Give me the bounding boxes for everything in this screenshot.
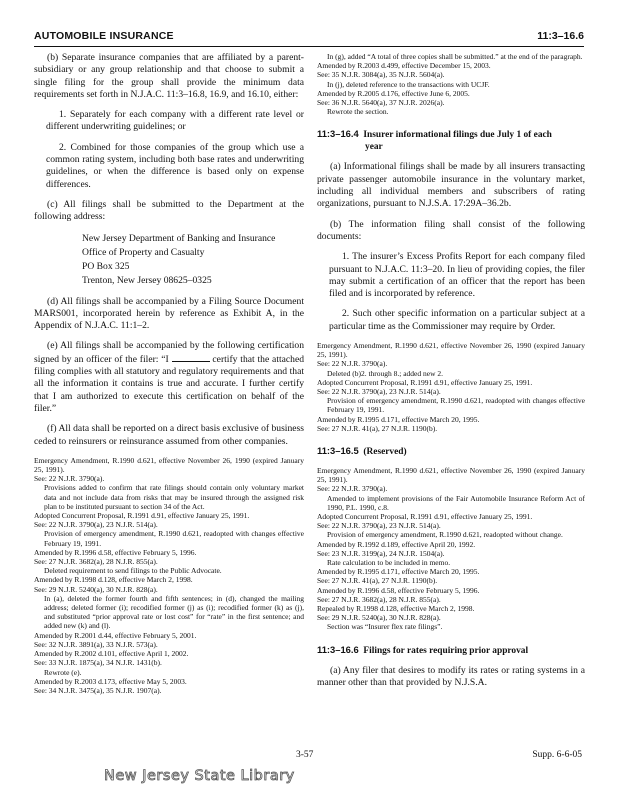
history-note: See: 35 N.J.R. 3084(a), 35 N.J.R. 5604(a). [317, 70, 445, 80]
history-note: Amended by R.2001 d.44, effective February 5, 2001. [34, 630, 197, 640]
para-16-4-b1: 1. The insurer’s Excess Profits Report for each company filed pursuant to N.J.A.C. 11:3–20. In lieu of providing copies, the filer may submit a certification of an officer that the report has been filed and is incorporated by reference. [329, 251, 585, 300]
address-line: PO Box 325 [82, 260, 130, 272]
history-note: Provisions added to confirm that rate filings should contain only voluntary market data and not include data from risks that may be insured through the assigned risk plan to be instituted pursuant to section 34 of the Act. [44, 483, 304, 511]
history-note: See: 22 N.J.R. 3790(a), 23 N.J.R. 514(a). [34, 520, 158, 530]
left-column [34, 52, 304, 695]
history-note: Emergency Amendment, R.1990 d.621, effective November 26, 1990 (expired January 25, 1991). [317, 466, 585, 485]
history-notes [34, 456, 304, 695]
history-note: See: 29 N.J.R. 5240(a), 30 N.J.R. 828(a). [317, 613, 441, 623]
history-note: Amended by R.1998 d.128, effective March 2, 1998. [34, 575, 193, 585]
section-number: 11:3–16.6 [317, 643, 359, 655]
history-note: See: 34 N.J.R. 3475(a), 35 N.J.R. 1907(a). [34, 685, 162, 695]
para-e [34, 340, 304, 415]
history-note: Amended by R.1996 d.58, effective February 5, 1996. [317, 585, 480, 595]
history-note: Adopted Concurrent Proposal, R.1991 d.91, effective January 25, 1991. [34, 511, 250, 521]
history-note: See: 27 N.J.R. 41(a), 27 N.J.R. 1190(b). [317, 423, 438, 433]
history-note: See: 22 N.J.R. 3790(a), 23 N.J.R. 514(a). [317, 521, 441, 531]
history-note: In (j), deleted reference to the transactions with UCJF. [327, 79, 490, 89]
section-title: Filings for rates requiring prior approval [363, 645, 529, 656]
para-16-4-a: (a) Informational filings shall be made by all insurers transacting private passenger automobile insurance in the voluntary market, including all individual members and subscribers of rating organizations, pursuant to N.J.S.A. 17:29A–36.2b. [317, 161, 585, 210]
para-16-6-a: (a) Any filer that desires to modify its rates or rating systems in a manner other than that provided by N.J.S.A. [317, 664, 585, 688]
para-e-start: (e) All filings shall be accompanied by the following certification signed by an officer of the filer: “I [34, 340, 304, 365]
address-line: Office of Property and Casualty [82, 246, 205, 258]
section-heading-16-5 [317, 445, 585, 458]
history-note: Adopted Concurrent Proposal, R.1991 d.91, effective January 25, 1991. [317, 512, 533, 522]
history-note: See: 27 N.J.R. 3682(a), 28 N.J.R. 855(a). [317, 594, 441, 604]
history-note: See: 36 N.J.R. 5640(a), 37 N.J.R. 2026(a). [317, 98, 445, 108]
para-f: (f) All data shall be reported on a direct basis exclusive of business ceded to reinsurers or reinsurance assumed from other companies. [34, 423, 304, 447]
history-note: Amended to implement provisions of the Fair Automobile Insurance Reform Act of 1990, P.L. 1990, c.8. [327, 493, 585, 512]
section-number: 11:3–16.5 [317, 445, 359, 457]
history-note: Repealed by R.1998 d.128, effective March 2, 1998. [317, 604, 475, 614]
history-note: Amended by R.1995 d.171, effective March 20, 1995. [317, 567, 480, 577]
history-note: Amended by R.2002 d.101, effective April 1, 2002. [34, 649, 189, 659]
para-d: (d) All filings shall be accompanied by a Filing Source Document MARS001, incorporated herein by reference as Exhibit A, in the Appendix of N.J.A.C. 11:1–2. [34, 295, 304, 332]
signature-blank [172, 353, 210, 362]
para-b: (b) Separate insurance companies that are affiliated by a parent-subsidiary or any group relationship and that choose to submit a single filing for the group shall provide the minimum data requirements set forth in N.J.A.C. 11:3–16.8, 16.9, and 16.10, either: [34, 52, 304, 100]
history-note: See: 29 N.J.R. 5240(a), 30 N.J.R. 828(a). [34, 584, 158, 594]
history-note: See: 22 N.J.R. 3790(a). [317, 359, 388, 369]
header-title: AUTOMOBILE INSURANCE [34, 30, 174, 42]
right-column [317, 52, 585, 697]
history-notes [317, 341, 585, 433]
para-16-4-b2: 2. Such other specific information on a particular subject at a particular time as the Commissioner may require by Order. [329, 308, 585, 332]
history-notes [317, 466, 585, 632]
history-note: See: 22 N.J.R. 3790(a). [317, 484, 388, 494]
para-b1: 1. Separately for each company with a different rate level or different underwriting guidelines; or [46, 109, 304, 133]
supplement-date: Supp. 6-6-05 [532, 750, 582, 760]
para-b2: 2. Combined for those companies of the group which use a common rating system, including both base rates and underwriting guidelines, or when the difference is based only on expense differences. [46, 141, 304, 190]
history-note: Rewrote (e). [44, 667, 82, 677]
section-title-cont: year [365, 142, 383, 153]
history-note: Rewrote the section. [327, 107, 389, 117]
history-note: Adopted Concurrent Proposal, R.1991 d.91, effective January 25, 1991. [317, 377, 533, 387]
history-note: See: 22 N.J.R. 3790(a). [34, 474, 105, 484]
section-title: Insurer informational filings due July 1 of each [363, 130, 552, 141]
para-c: (c) All filings shall be submitted to the Department at the following address: [34, 198, 304, 223]
section-title: (Reserved) [363, 447, 407, 458]
history-note: See: 23 N.J.R. 3199(a), 24 N.J.R. 1504(a). [317, 548, 445, 558]
history-note: See: 27 N.J.R. 41(a), 27 N.J.R. 1190(b). [317, 576, 438, 586]
history-note: Provision of emergency amendment, R.1990 d.621, readopted without change. [327, 530, 563, 540]
header-section-range: 11:3–16.6 [537, 30, 584, 42]
history-note: Amended by R.1995 d.171, effective March 20, 1995. [317, 414, 480, 424]
para-16-4-b: (b) The information filing shall consist of the following documents: [317, 218, 585, 242]
history-note: Deleted (b)2. through 8.; added new 2. [327, 368, 444, 378]
history-notes [317, 52, 585, 116]
history-note: Amended by R.2003 d.499, effective December 15, 2003. [317, 61, 491, 71]
section-number: 11:3–16.4 [317, 128, 359, 140]
address-line: New Jersey Department of Banking and Insurance [82, 232, 276, 244]
history-note: In (a), deleted the former fourth and fifth sentences; in (d), changed the mailing address; deleted former (i); recodified former (j) as (i); recodified former (k) as (j), and substituted “prior approval rate or lost cost” for “rate” in the first sentence; and added new (k) and (l). [44, 593, 304, 631]
history-note: Amended by R.2003 d.173, effective May 5, 2003. [34, 676, 187, 686]
mailing-address [82, 232, 304, 288]
history-note: See: 33 N.J.R. 1875(a), 34 N.J.R. 1431(b). [34, 658, 162, 668]
history-note: Amended by R.1996 d.58, effective February 5, 1996. [34, 547, 197, 557]
history-note: Provision of emergency amendment, R.1990 d.621, readopted with changes effective February 19, 1991. [44, 529, 304, 548]
history-note: In (g), added “A total of three copies shall be submitted.” at the end of the paragraph. [327, 52, 583, 61]
history-note: See: 32 N.J.R. 3891(a), 33 N.J.R. 573(a). [34, 639, 158, 649]
para-e-end: certify that the attached filing complies with all statutory and regulatory requirements and that all the information it contains is true and accurate. I further certify that I am authorized to execute this certification on behalf of the filer.” [34, 353, 305, 414]
library-stamp: New Jersey State Library [104, 768, 295, 784]
history-note: Emergency Amendment, R.1990 d.621, effective November 26, 1990 (expired January 25, 1991). [34, 455, 304, 475]
history-note: Amended by R.2005 d.176, effective June 6, 2005. [317, 88, 470, 98]
history-note: Provision of emergency amendment, R.1990 d.621, readopted with changes effective February 19, 1991. [327, 396, 585, 415]
section-heading-16-4 [317, 128, 585, 153]
running-header [34, 30, 584, 47]
history-note: Emergency Amendment, R.1990 d.621, effective November 26, 1990 (expired January 25, 1991). [317, 340, 585, 360]
history-note: Amended by R.1992 d.189, effective April 20, 1992. [317, 539, 476, 549]
history-note: See: 22 N.J.R. 3790(a), 23 N.J.R. 514(a). [317, 387, 441, 396]
history-note: Section was “Insurer flex rate filings”. [327, 622, 443, 632]
history-note: See: 27 N.J.R. 3682(a), 28 N.J.R. 855(a). [34, 557, 158, 567]
history-note: Rate calculation to be included in memo. [327, 558, 451, 568]
page-number: 3-57 [296, 750, 314, 760]
section-heading-16-6 [317, 644, 585, 657]
address-line: Trenton, New Jersey 08625–0325 [82, 274, 212, 286]
history-note: Deleted requirement to send filings to the Public Advocate. [44, 566, 222, 576]
